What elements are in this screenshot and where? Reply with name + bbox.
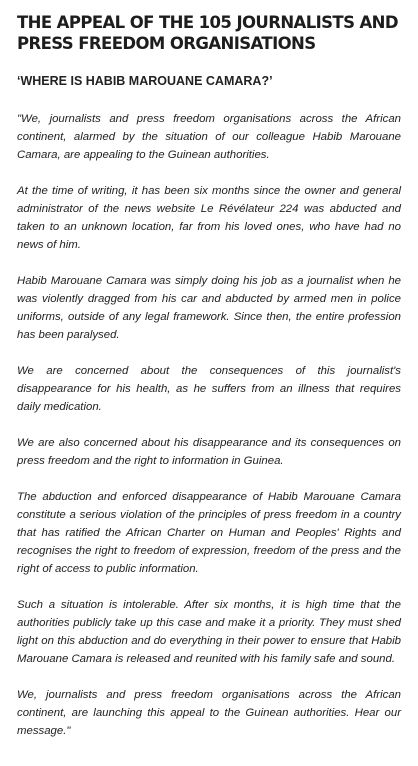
article	[17, 12, 401, 740]
paragraph-5: We are also concerned about his disappearance and its consequences on press freedom and the right to information in Guinea.	[17, 437, 401, 467]
paragraph-8: We, journalists and press freedom organisations across the African continent, are launching this appeal to the Guinean authorities. Hear our message."	[17, 689, 401, 737]
article-subtitle: ‘WHERE IS HABIB MAROUANE CAMARA?’	[17, 74, 273, 88]
paragraph-4: We are concerned about the consequences of this journalist's disappearance for his health, as he suffers from an illness that requires daily medication.	[17, 365, 401, 413]
paragraph-1: "We, journalists and press freedom organisations across the African continent, alarmed by the situation of our colleague Habib Marouane Camara, are appealing to the Guinean authorities.	[17, 113, 401, 161]
paragraph-3: Habib Marouane Camara was simply doing his job as a journalist when he was violently dragged from his car and abducted by armed men in police uniforms, outside of any legal framework. Since then, the entire profession has been paralysed.	[17, 275, 401, 341]
paragraph-7: Such a situation is intolerable. After six months, it is high time that the authorities publicly take up this case and make it a priority. They must shed light on this abduction and do everything in their power to ensure that Habib Marouane Camara is released and reunited with his family safe and sound.	[17, 599, 401, 665]
paragraph-6: The abduction and enforced disappearance of Habib Marouane Camara constitute a serious violation of the principles of press freedom in a country that has ratified the African Charter on Human and Peoples' Rights and recognises the right to freedom of expression, freedom of the press and the right of access to public information.	[17, 491, 401, 575]
article-title: THE APPEAL OF THE 105 JOURNALISTS AND PRESS FREEDOM ORGANISATIONS	[17, 13, 398, 53]
paragraph-2: At the time of writing, it has been six months since the owner and general administrator of the news website Le Révélateur 224 was abducted and taken to an unknown location, far from his loved ones, who have had no news of him.	[17, 185, 401, 251]
